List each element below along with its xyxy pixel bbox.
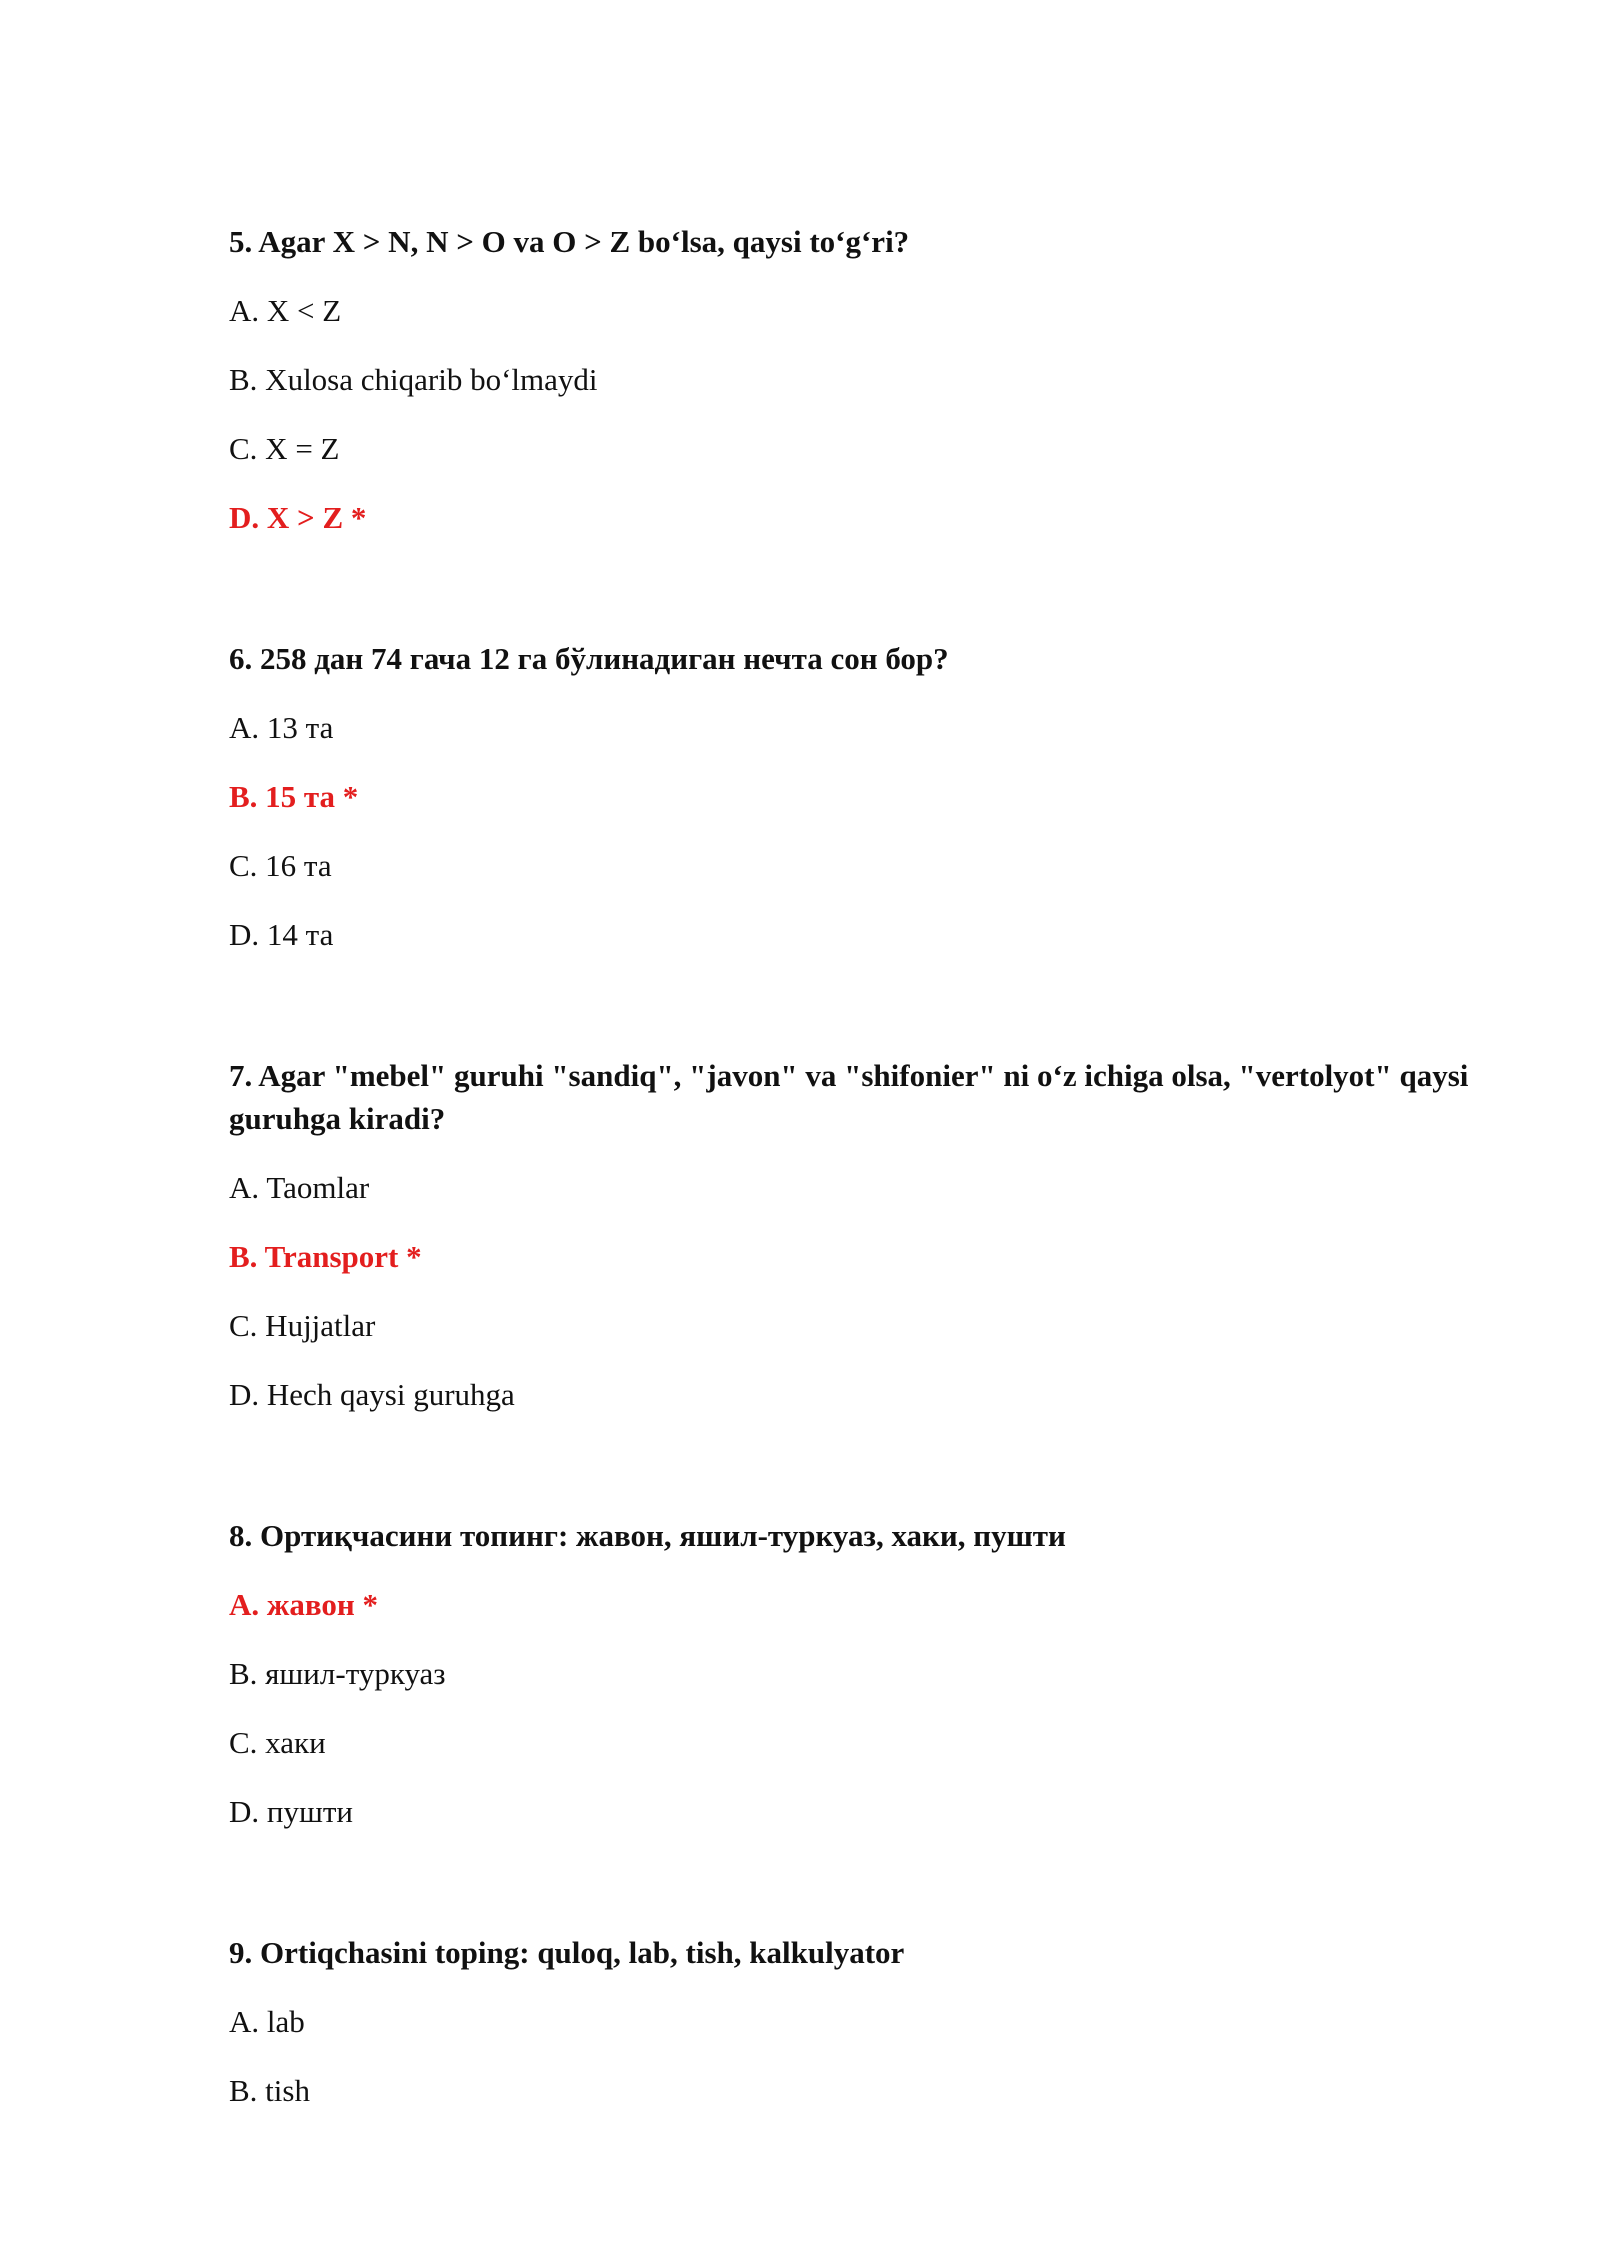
question-text: 8. Ортиқчасини топинг: жавон, яшил-туркуаз, хаки, пушти xyxy=(229,1518,1066,1553)
answer-option: A. Taomlar xyxy=(229,1170,370,1205)
answer-option-correct: B. 15 та * xyxy=(229,779,359,814)
question-8 xyxy=(229,1514,1469,1833)
question-5 xyxy=(229,220,1469,539)
answer-option-correct: D. X > Z * xyxy=(229,500,367,535)
question-7 xyxy=(229,1054,1469,1416)
question-text: 7. Agar "mebel" guruhi "sandiq", "javon" va "shifonier" ni o‘z ichiga olsa, "vertolyot" qaysi guruhga kiradi? xyxy=(229,1058,1469,1136)
answer-option: C. хаки xyxy=(229,1725,326,1760)
answer-option: B. tish xyxy=(229,2073,310,2108)
answer-option: A. lab xyxy=(229,2004,305,2039)
answer-option: C. X = Z xyxy=(229,431,340,466)
answer-option: B. яшил-туркуаз xyxy=(229,1656,446,1691)
answer-option: A. 13 та xyxy=(229,710,334,745)
answer-option: B. Xulosa chiqarib bo‘lmaydi xyxy=(229,362,598,397)
question-text: 6. 258 дан 74 гача 12 га бўлинадиган нечта сон бор? xyxy=(229,641,949,676)
answer-option: C. 16 та xyxy=(229,848,332,883)
question-9 xyxy=(229,1931,1469,2112)
answer-option: D. пушти xyxy=(229,1794,353,1829)
answer-option: D. 14 та xyxy=(229,917,334,952)
answer-option-correct: A. жавон * xyxy=(229,1587,379,1622)
answer-option-correct: B. Transport * xyxy=(229,1239,422,1274)
answer-option: D. Hech qaysi guruhga xyxy=(229,1377,515,1412)
answer-option: C. Hujjatlar xyxy=(229,1308,376,1343)
question-text: 9. Ortiqchasini toping: quloq, lab, tish, kalkulyator xyxy=(229,1935,905,1970)
answer-option: A. X < Z xyxy=(229,293,342,328)
question-text: 5. Agar X > N, N > O va O > Z bo‘lsa, qaysi to‘g‘ri? xyxy=(229,224,910,259)
question-6 xyxy=(229,637,1469,956)
